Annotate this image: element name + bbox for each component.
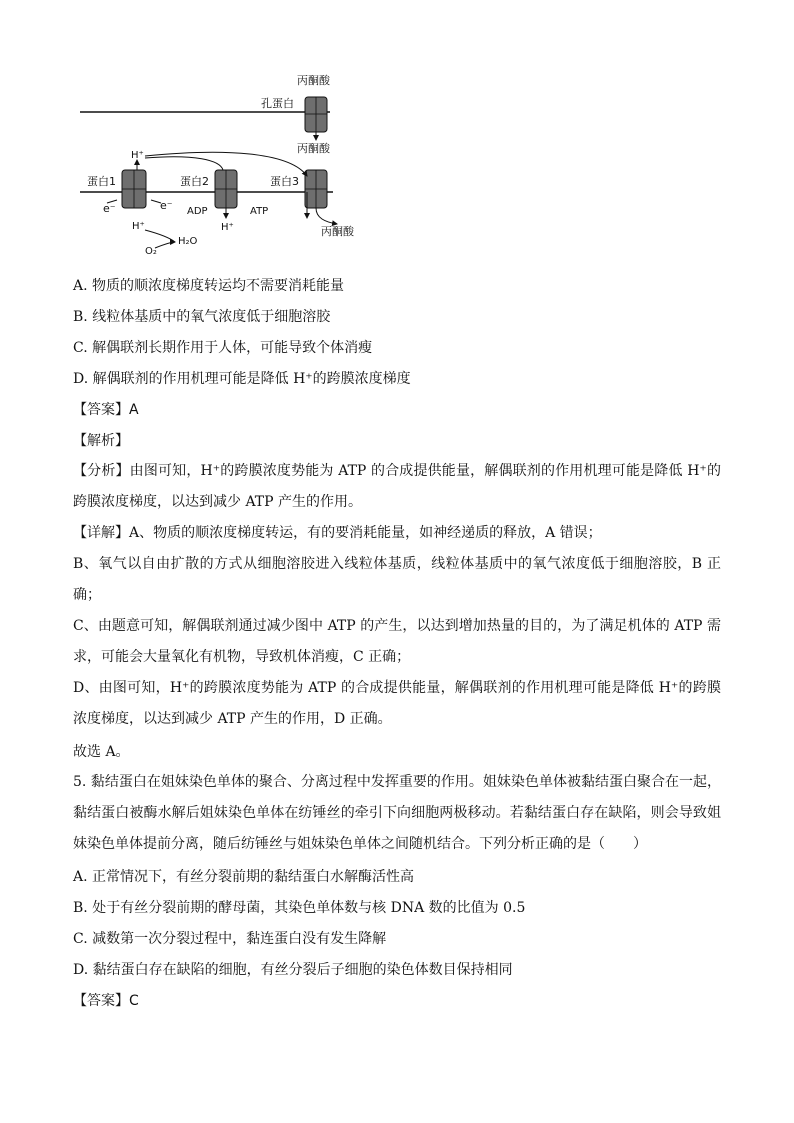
h-plus-top-label: H⁺ bbox=[131, 150, 144, 161]
q5-option-a: A. 正常情况下，有丝分裂前期的黏结蛋白水解酶活性高 bbox=[73, 869, 415, 885]
oxygen-label: O₂ bbox=[145, 246, 157, 257]
q5-option-c: C. 减数第一次分裂过程中，黏连蛋白没有发生降解 bbox=[73, 931, 387, 947]
conclusion: 故选 A。 bbox=[73, 744, 130, 760]
pyruvate-bottom-label: 丙酮酸 bbox=[321, 225, 354, 238]
water-label: H₂O bbox=[178, 236, 198, 247]
q5-stem: 5. 黏结蛋白在姐妹染色单体的聚合、分离过程中发挥重要的作用。姐妹染色单体被黏结蛋白聚合在一起，黏结蛋白被酶水解后姐妹染色单体在纺锤丝的牵引下向细胞两极移动。若黏结蛋白存在缺陷，则会导致姐妹染色单体提前分离，随后纺锤丝与姐妹染色单体之间随机结合。下列分析正确的是（ ） bbox=[73, 774, 721, 852]
pyruvate-mid-label: 丙酮酸 bbox=[297, 142, 330, 155]
protein2-label: 蛋白2 bbox=[180, 175, 209, 188]
adp-label: ADP bbox=[187, 206, 208, 217]
pyruvate-top-label: 丙酮酸 bbox=[297, 74, 330, 87]
q5-option-d: D. 黏结蛋白存在缺陷的细胞，有丝分裂后子细胞的染色体数目保持相同 bbox=[73, 962, 513, 978]
q4-answer: 【答案】A bbox=[73, 402, 139, 418]
h-plus-protein2-label: H⁺ bbox=[221, 222, 234, 233]
q5-answer: 【答案】C bbox=[73, 993, 139, 1009]
diagram-svg bbox=[75, 72, 375, 262]
detail-d: D、由图可知，H⁺的跨膜浓度势能为 ATP 的合成提供能量，解偶联剂的作用机理可能是降低 H⁺的跨膜浓度梯度，以达到减少 ATP 产生的作用，D 正确。 bbox=[73, 680, 721, 727]
detail-b: B、氧气以自由扩散的方式从细胞溶胶进入线粒体基质，线粒体基质中的氧气浓度低于细胞溶胶，B 正确； bbox=[73, 556, 721, 603]
analysis-paragraph: 【分析】由图可知，H⁺的跨膜浓度势能为 ATP 的合成提供能量，解偶联剂的作用机理可能是降低 H⁺的跨膜浓度梯度，以达到减少 ATP 产生的作用。 bbox=[73, 463, 721, 510]
q4-option-b: B. 线粒体基质中的氧气浓度低于细胞溶胶 bbox=[73, 309, 331, 325]
q4-option-d: D. 解偶联剂的作用机理可能是降低 H⁺的跨膜浓度梯度 bbox=[73, 371, 411, 387]
detail-a: 【详解】A、物质的顺浓度梯度转运，有的要消耗能量，如神经递质的释放，A 错误； bbox=[73, 525, 602, 541]
analysis-heading: 【解析】 bbox=[73, 433, 129, 449]
pore-protein-label: 孔蛋白 bbox=[261, 97, 294, 110]
q4-option-c: C. 解偶联剂长期作用于人体，可能导致个体消瘦 bbox=[73, 340, 373, 356]
q5-option-b: B. 处于有丝分裂前期的酵母菌，其染色单体数与核 DNA 数的比值为 0.5 bbox=[73, 900, 526, 916]
detail-c: C、由题意可知，解偶联剂通过减少图中 ATP 的产生，以达到增加热量的目的，为了满足机体的 ATP 需求，可能会大量氧化有机物，导致机体消瘦，C 正确； bbox=[73, 618, 721, 665]
q4-option-a: A. 物质的顺浓度梯度转运均不需要消耗能量 bbox=[73, 278, 345, 294]
atp-label: ATP bbox=[250, 206, 269, 217]
mitochondria-diagram bbox=[75, 72, 375, 262]
protein1-label: 蛋白1 bbox=[87, 175, 116, 188]
h-plus-bottom-label: H⁺ bbox=[132, 221, 145, 232]
protein3-label: 蛋白3 bbox=[270, 175, 299, 188]
electron-right-label: e⁻ bbox=[160, 199, 173, 212]
electron-left-label: e⁻ bbox=[103, 202, 116, 215]
